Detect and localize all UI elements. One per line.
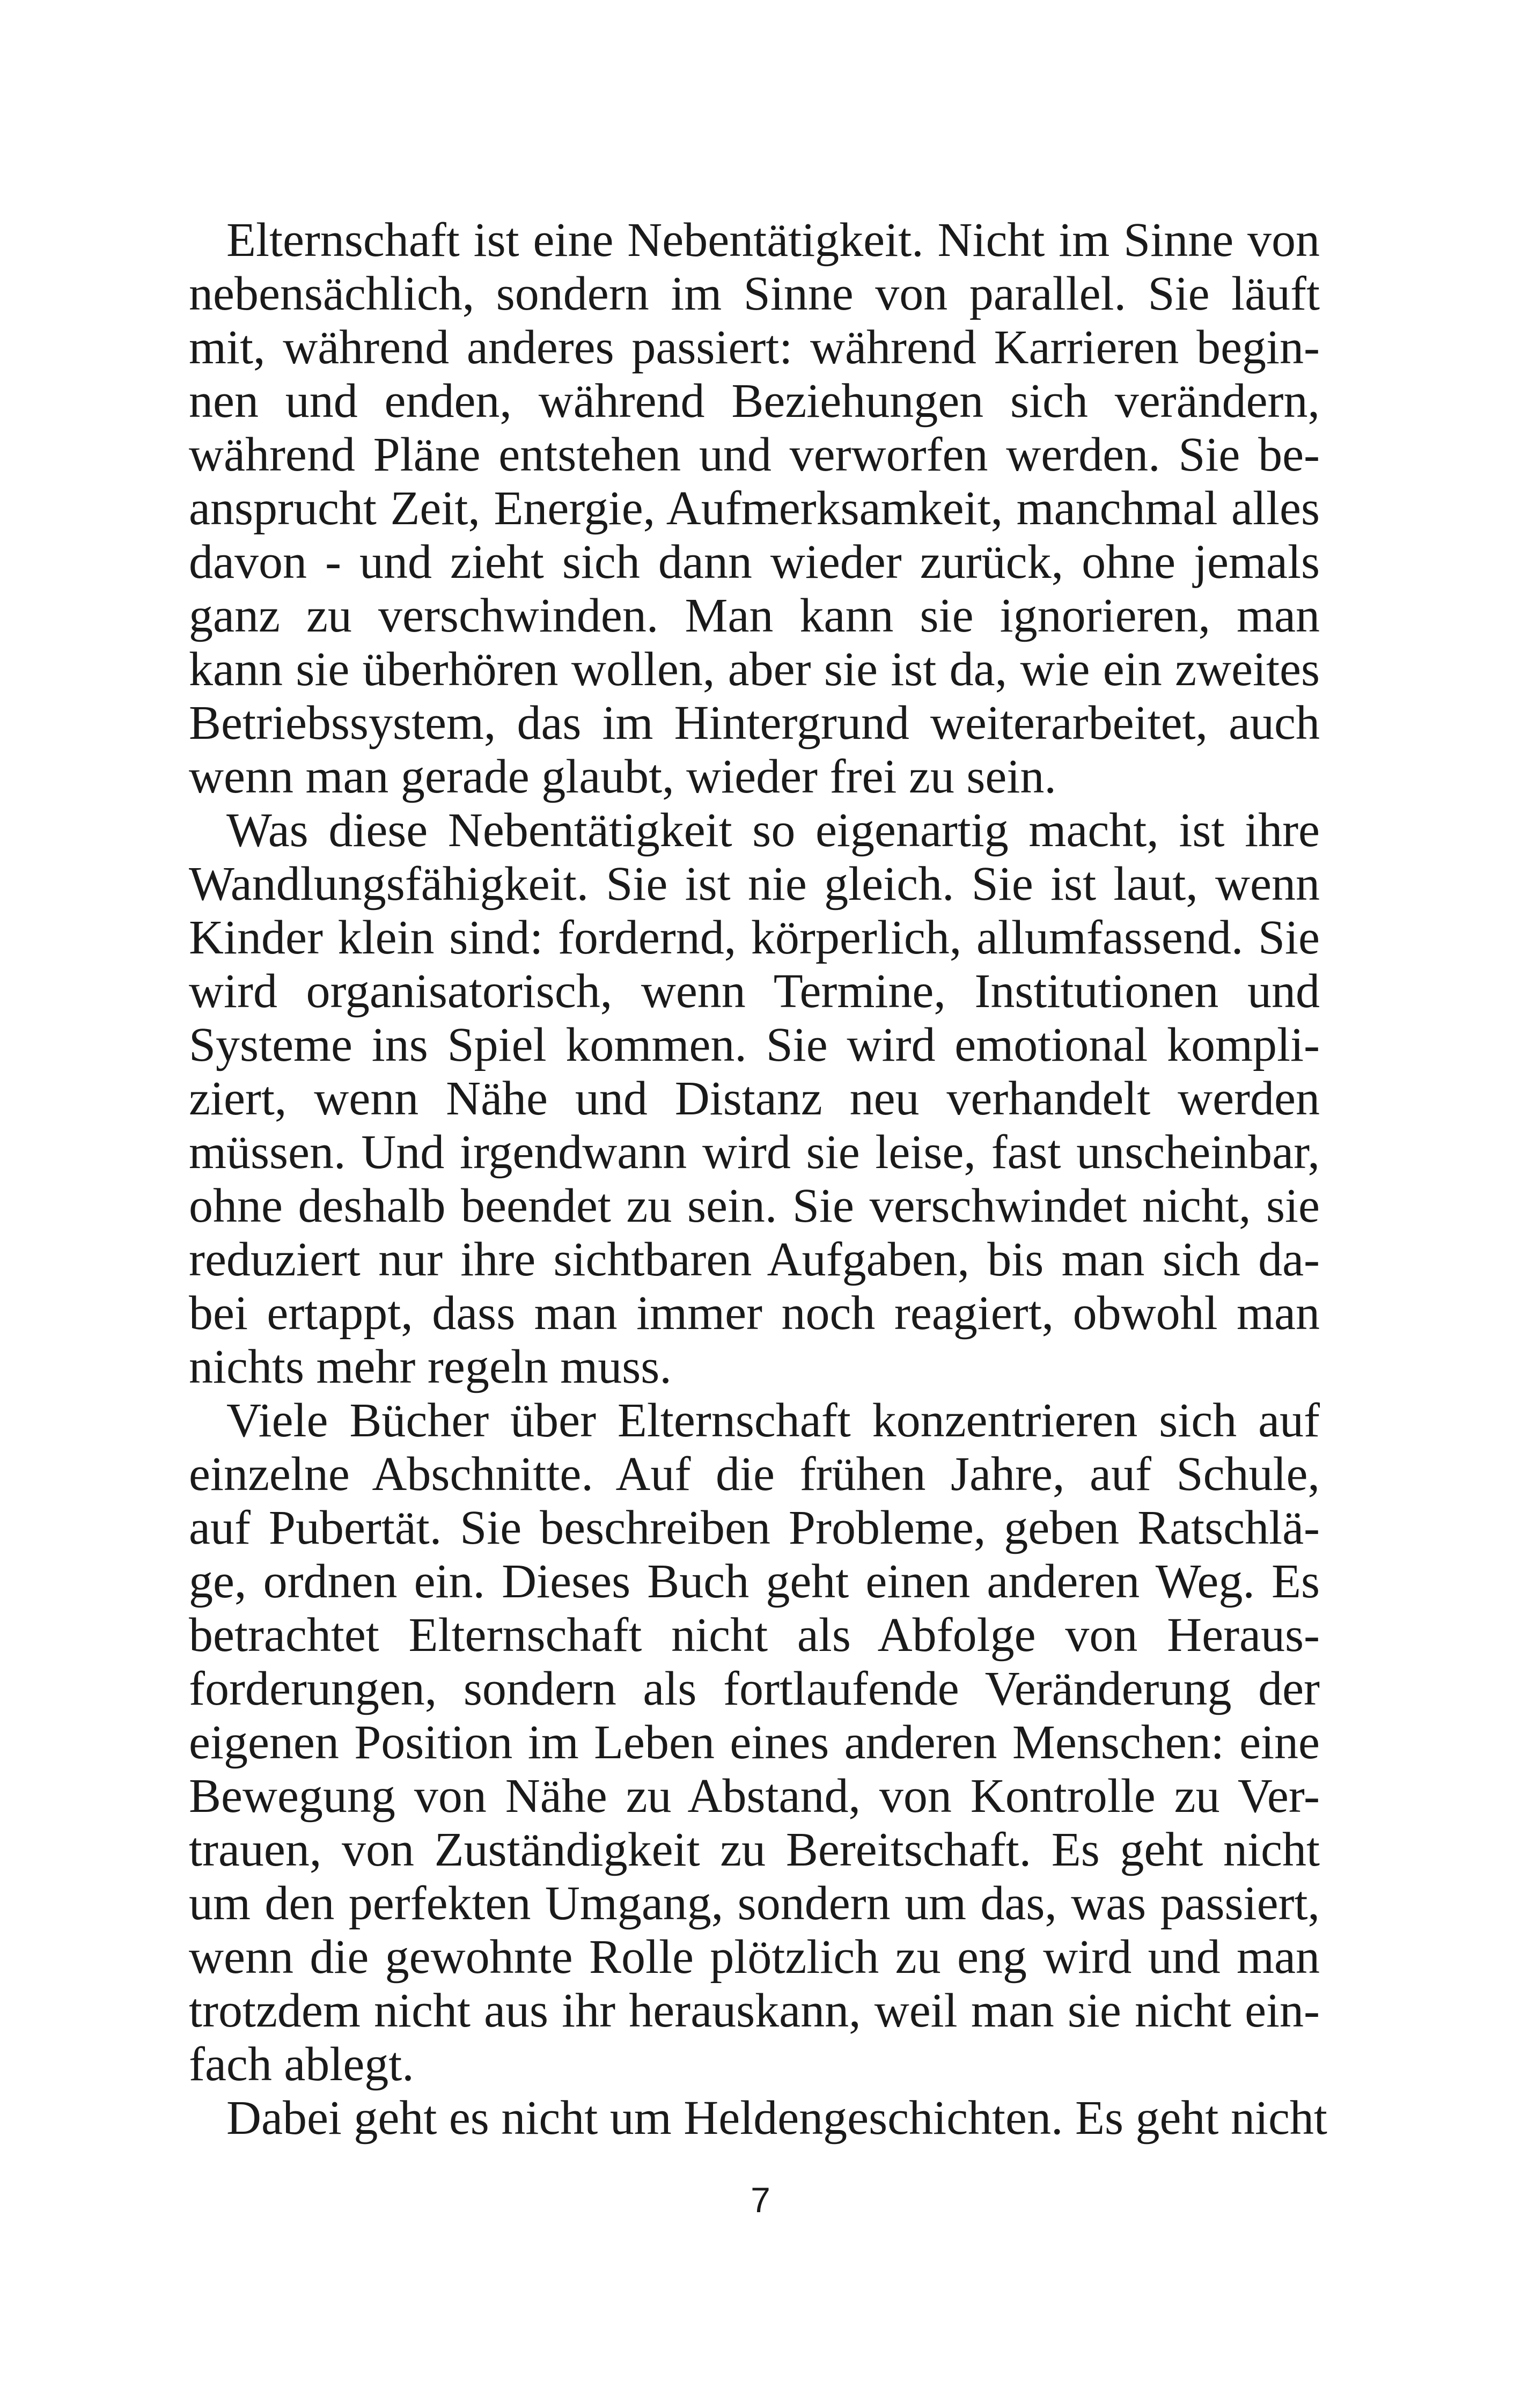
text-line: nichts mehr regeln muss.	[189, 1340, 672, 1393]
text-line: einzelne Abschnitte. Auf die frühen Jahre, auf Schule,	[189, 1448, 1320, 1501]
text-line: wenn die gewohnte Rolle plötzlich zu eng wird und man	[189, 1930, 1320, 1984]
text-line: forderungen, sondern als fortlaufende Veränderung der	[189, 1662, 1320, 1715]
text-line: um den perfekten Umgang, sondern um das, was passiert,	[189, 1877, 1320, 1930]
text-line: Viele Bücher über Elternschaft konzentrieren sich auf	[226, 1394, 1320, 1447]
text-line: Bewegung von Nähe zu Abstand, von Kontrolle zu Ver-	[189, 1770, 1320, 1823]
text-line: wenn man gerade glaubt, wieder frei zu sein.	[189, 750, 1056, 803]
text-line: trauen, von Zuständigkeit zu Bereitschaft. Es geht nicht	[189, 1823, 1320, 1876]
text-line: kann sie überhören wollen, aber sie ist da, wie ein zweites	[189, 643, 1320, 696]
text-line: Elternschaft ist eine Nebentätigkeit. Nicht im Sinne von	[226, 214, 1320, 267]
text-line: nebensächlich, sondern im Sinne von parallel. Sie läuft	[189, 267, 1320, 320]
text-line: während Pläne entstehen und verworfen werden. Sie be-	[189, 428, 1320, 481]
text-line: davon - und zieht sich dann wieder zurück, ohne jemals	[189, 535, 1320, 589]
text-line: eigenen Position im Leben eines anderen Menschen: eine	[189, 1716, 1320, 1769]
text-line: Was diese Nebentätigkeit so eigenartig macht, ist ihre	[226, 804, 1320, 857]
text-line: wird organisatorisch, wenn Termine, Institutionen und	[189, 965, 1320, 1018]
text-line: ohne deshalb beendet zu sein. Sie verschwindet nicht, sie	[189, 1179, 1320, 1232]
text-line: Betriebssystem, das im Hintergrund weiterarbeitet, auch	[189, 696, 1320, 750]
text-line: Dabei geht es nicht um Heldengeschichten. Es geht nicht	[226, 2091, 1327, 2145]
text-line: bei ertappt, dass man immer noch reagiert, obwohl man	[189, 1287, 1320, 1340]
text-line: nen und enden, während Beziehungen sich verändern,	[189, 375, 1320, 428]
text-line: Kinder klein sind: fordernd, körperlich, allumfassend. Sie	[189, 911, 1320, 964]
page-number: 7	[751, 2180, 770, 2220]
text-line: betrachtet Elternschaft nicht als Abfolge von Heraus-	[189, 1609, 1320, 1662]
text-line: ansprucht Zeit, Energie, Aufmerksamkeit, manchmal alles	[189, 482, 1320, 535]
text-line: ge, ordnen ein. Dieses Buch geht einen anderen Weg. Es	[189, 1555, 1320, 1608]
text-line: auf Pubertät. Sie beschreiben Probleme, geben Ratschlä-	[189, 1501, 1320, 1554]
text-line: fach ablegt.	[189, 2038, 414, 2091]
text-line: mit, während anderes passiert: während Karrieren begin-	[189, 321, 1320, 374]
text-line: reduziert nur ihre sichtbaren Aufgaben, bis man sich da-	[189, 1233, 1320, 1286]
text-line: ziert, wenn Nähe und Distanz neu verhandelt werden	[189, 1072, 1320, 1125]
text-line: Wandlungsfähigkeit. Sie ist nie gleich. Sie ist laut, wenn	[189, 857, 1320, 911]
text-line: trotzdem nicht aus ihr herauskann, weil man sie nicht ein-	[189, 1984, 1320, 2037]
text-line: müssen. Und irgendwann wird sie leise, fast unscheinbar,	[189, 1126, 1320, 1179]
text-line: Systeme ins Spiel kommen. Sie wird emotional kompli-	[189, 1018, 1320, 1071]
text-line: ganz zu verschwinden. Man kann sie ignorieren, man	[189, 589, 1320, 642]
